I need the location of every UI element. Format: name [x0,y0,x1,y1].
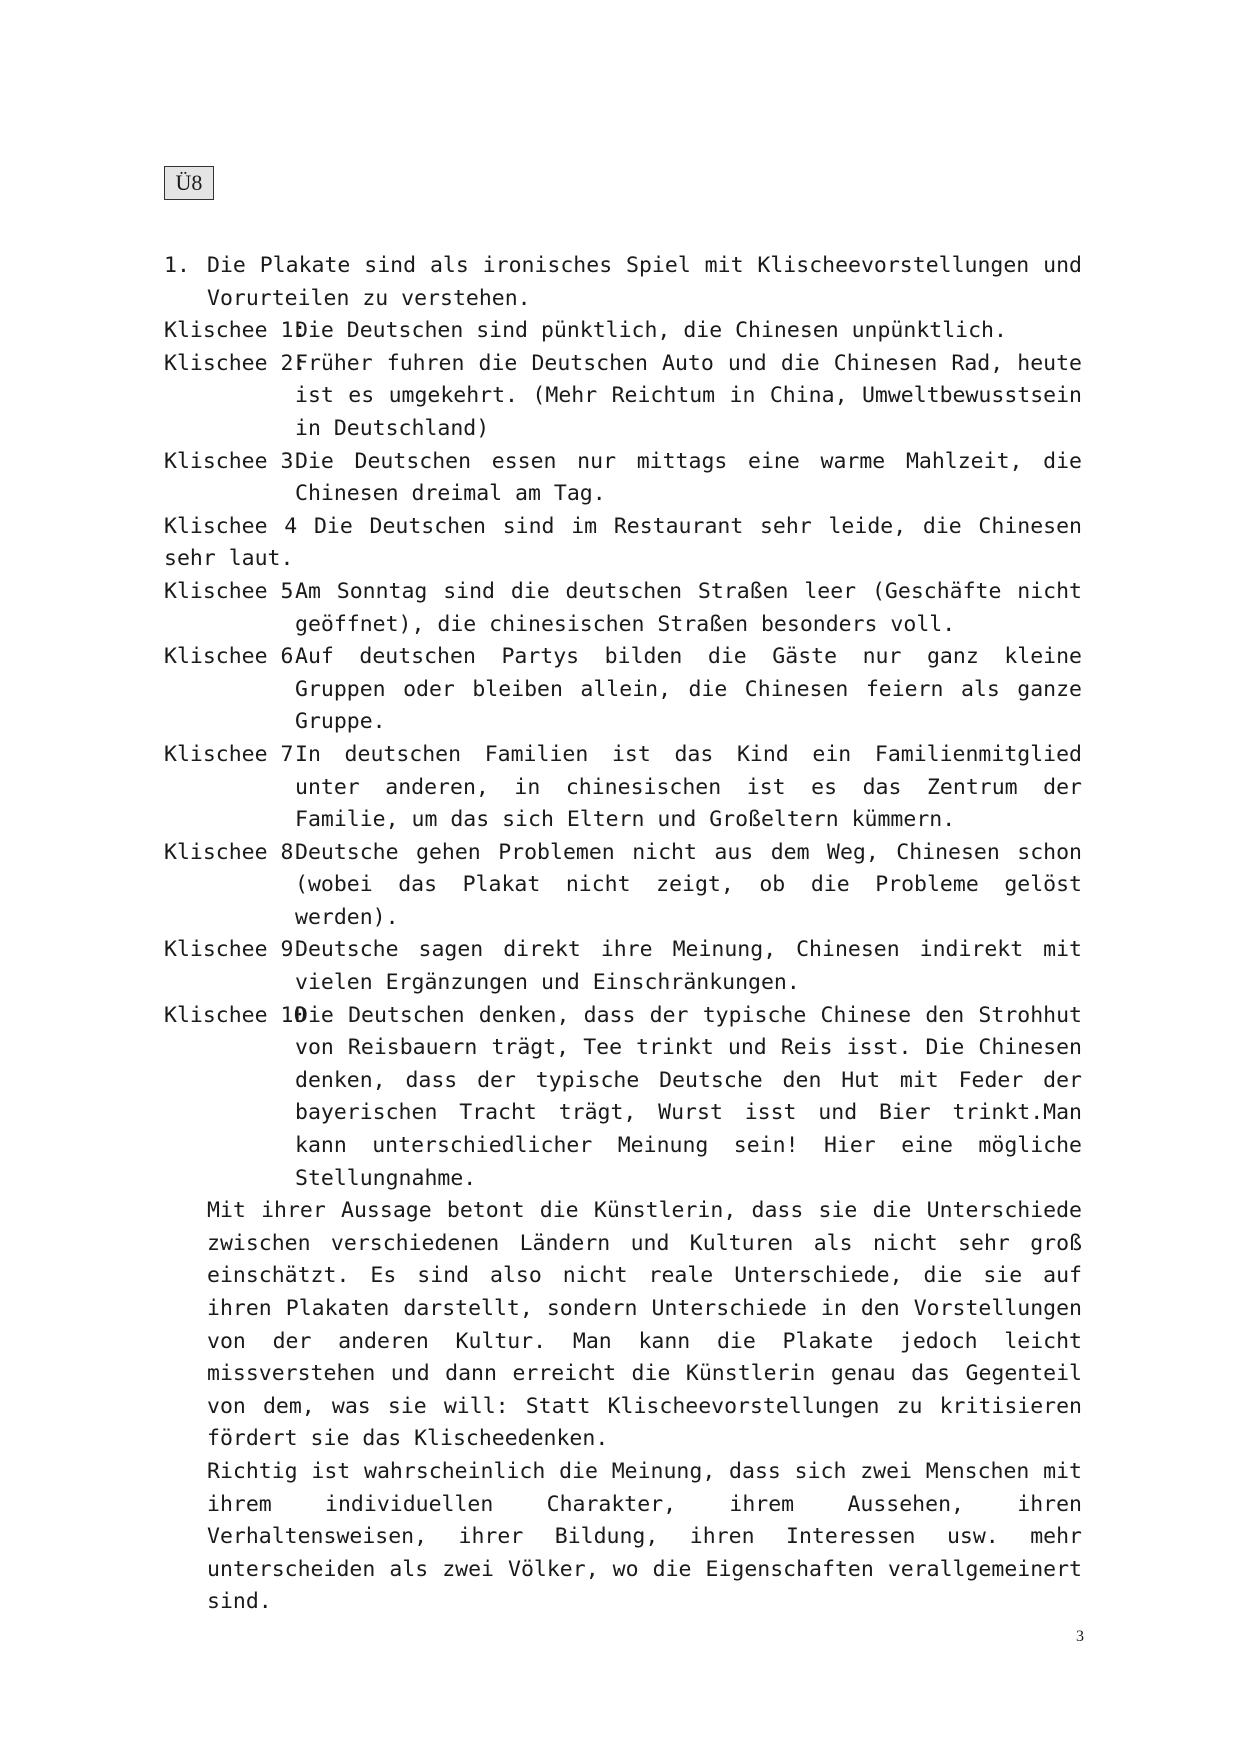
item-number: 1. [164,253,190,278]
klischee-label: Klischee 2: [164,350,307,376]
klischee-8 [164,837,1082,935]
klischee-label: Klischee 1: [164,318,307,344]
klischee-text: Auf deutschen Partys bilden die Gäste nur ganz kleine Gruppen oder bleiben allein, die Chinesen feiern als ganze Gruppe. [295,644,1082,735]
klischee-text: Die Deutschen sind pünktlich, die Chinesen unpünktlich. [295,318,1007,344]
klischee-text: Die Deutschen essen nur mittags eine warme Mahlzeit, die Chinesen dreimal am Tag. [295,448,1082,507]
klischee-10 [164,1000,1082,1196]
klischee-label: Klischee 3 [164,448,294,474]
klischee-text: Am Sonntag sind die deutschen Straßen leer (Geschäfte nicht geöffnet), die chinesischen Straßen besonders voll. [295,578,1082,637]
klischee-4 [164,511,1082,576]
klischee-label: Klischee 8 [164,839,294,865]
klischee-text: Deutsche gehen Problemen nicht aus dem Weg, Chinesen schon (wobei das Plakat nicht zeigt, ob die Probleme gelöst werden). [295,839,1082,930]
klischee-label: Klischee 7 [164,741,294,767]
klischee-label: Klischee 4 [164,513,298,539]
answer-content [164,250,1082,1619]
klischee-text: Früher fuhren die Deutschen Auto und die Chinesen Rad, heute ist es umgekehrt. (Mehr Reichtum in China, Umweltbewusstsein in Deutschland) [295,350,1082,441]
klischee-3 [164,446,1082,511]
item-text: Die Plakate sind als ironisches Spiel mit Klischeevorstellungen und Vorurteilen zu verstehen. [207,253,1082,311]
klischee-9 [164,934,1082,999]
klischee-6 [164,641,1082,739]
page-number: 3 [1076,1628,1084,1645]
paragraph-2: Richtig ist wahrscheinlich die Meinung, dass sich zwei Menschen mit ihrem individuellen Charakter, ihrem Aussehen, ihren Verhaltensweisen, ihrer Bildung, ihren Interessen usw. mehr unterscheiden als zwei Völker, wo die Eigenschaften verallgemeinert sind. [207,1458,1082,1615]
klischee-7 [164,739,1082,837]
klischee-1 [164,315,1082,348]
item-1 [164,250,1082,315]
klischee-label: Klischee 9 [164,937,294,963]
exercise-label: Ü8 [164,166,214,200]
klischee-text: Deutsche sagen direkt ihre Meinung, Chinesen indirekt mit vielen Ergänzungen und Einschränkungen. [295,937,1082,996]
klischee-text: Die Deutschen sind im Restaurant sehr leide, die Chinesen sehr laut. [164,513,1082,572]
klischee-text: Die Deutschen denken, dass der typische Chinese den Strohhut von Reisbauern trägt, Tee trinkt und Reis isst. Die Chinesen denken, dass der typische Deutsche den Hut mit Feder der bayerischen Tracht trägt, Wurst isst und Bier trinkt.Man kann unterschiedlicher Meinung sein! Hier eine mögliche Stellungnahme. [295,1002,1082,1191]
klischee-label: Klischee 5 [164,578,294,604]
klischee-label: Klischee 6 [164,644,294,670]
klischee-5 [164,576,1082,641]
klischee-text: In deutschen Familien ist das Kind ein Familienmitglied unter anderen, in chinesischen ist es das Zentrum der Familie, um das sich Eltern und Großeltern kümmern. [295,741,1082,833]
klischee-label: Klischee 10 [164,1002,307,1028]
klischee-2 [164,348,1082,446]
paragraph-1: Mit ihrer Aussage betont die Künstlerin, dass sie die Unterschiede zwischen verschiedenen Ländern und Kulturen als nicht sehr groß einschätzt. Es sind also nicht reale Unterschiede, die sie auf ihren Plakaten darstellt, sondern Unterschiede in den Vorstellungen von der anderen Kultur. Man kann die Plakate jedoch leicht missverstehen und dann erreicht die Künstlerin genau das Gegenteil von dem, was sie will: Statt Klischeevorstellungen zu kritisieren fördert sie das Klischeedenken. [207,1198,1082,1452]
